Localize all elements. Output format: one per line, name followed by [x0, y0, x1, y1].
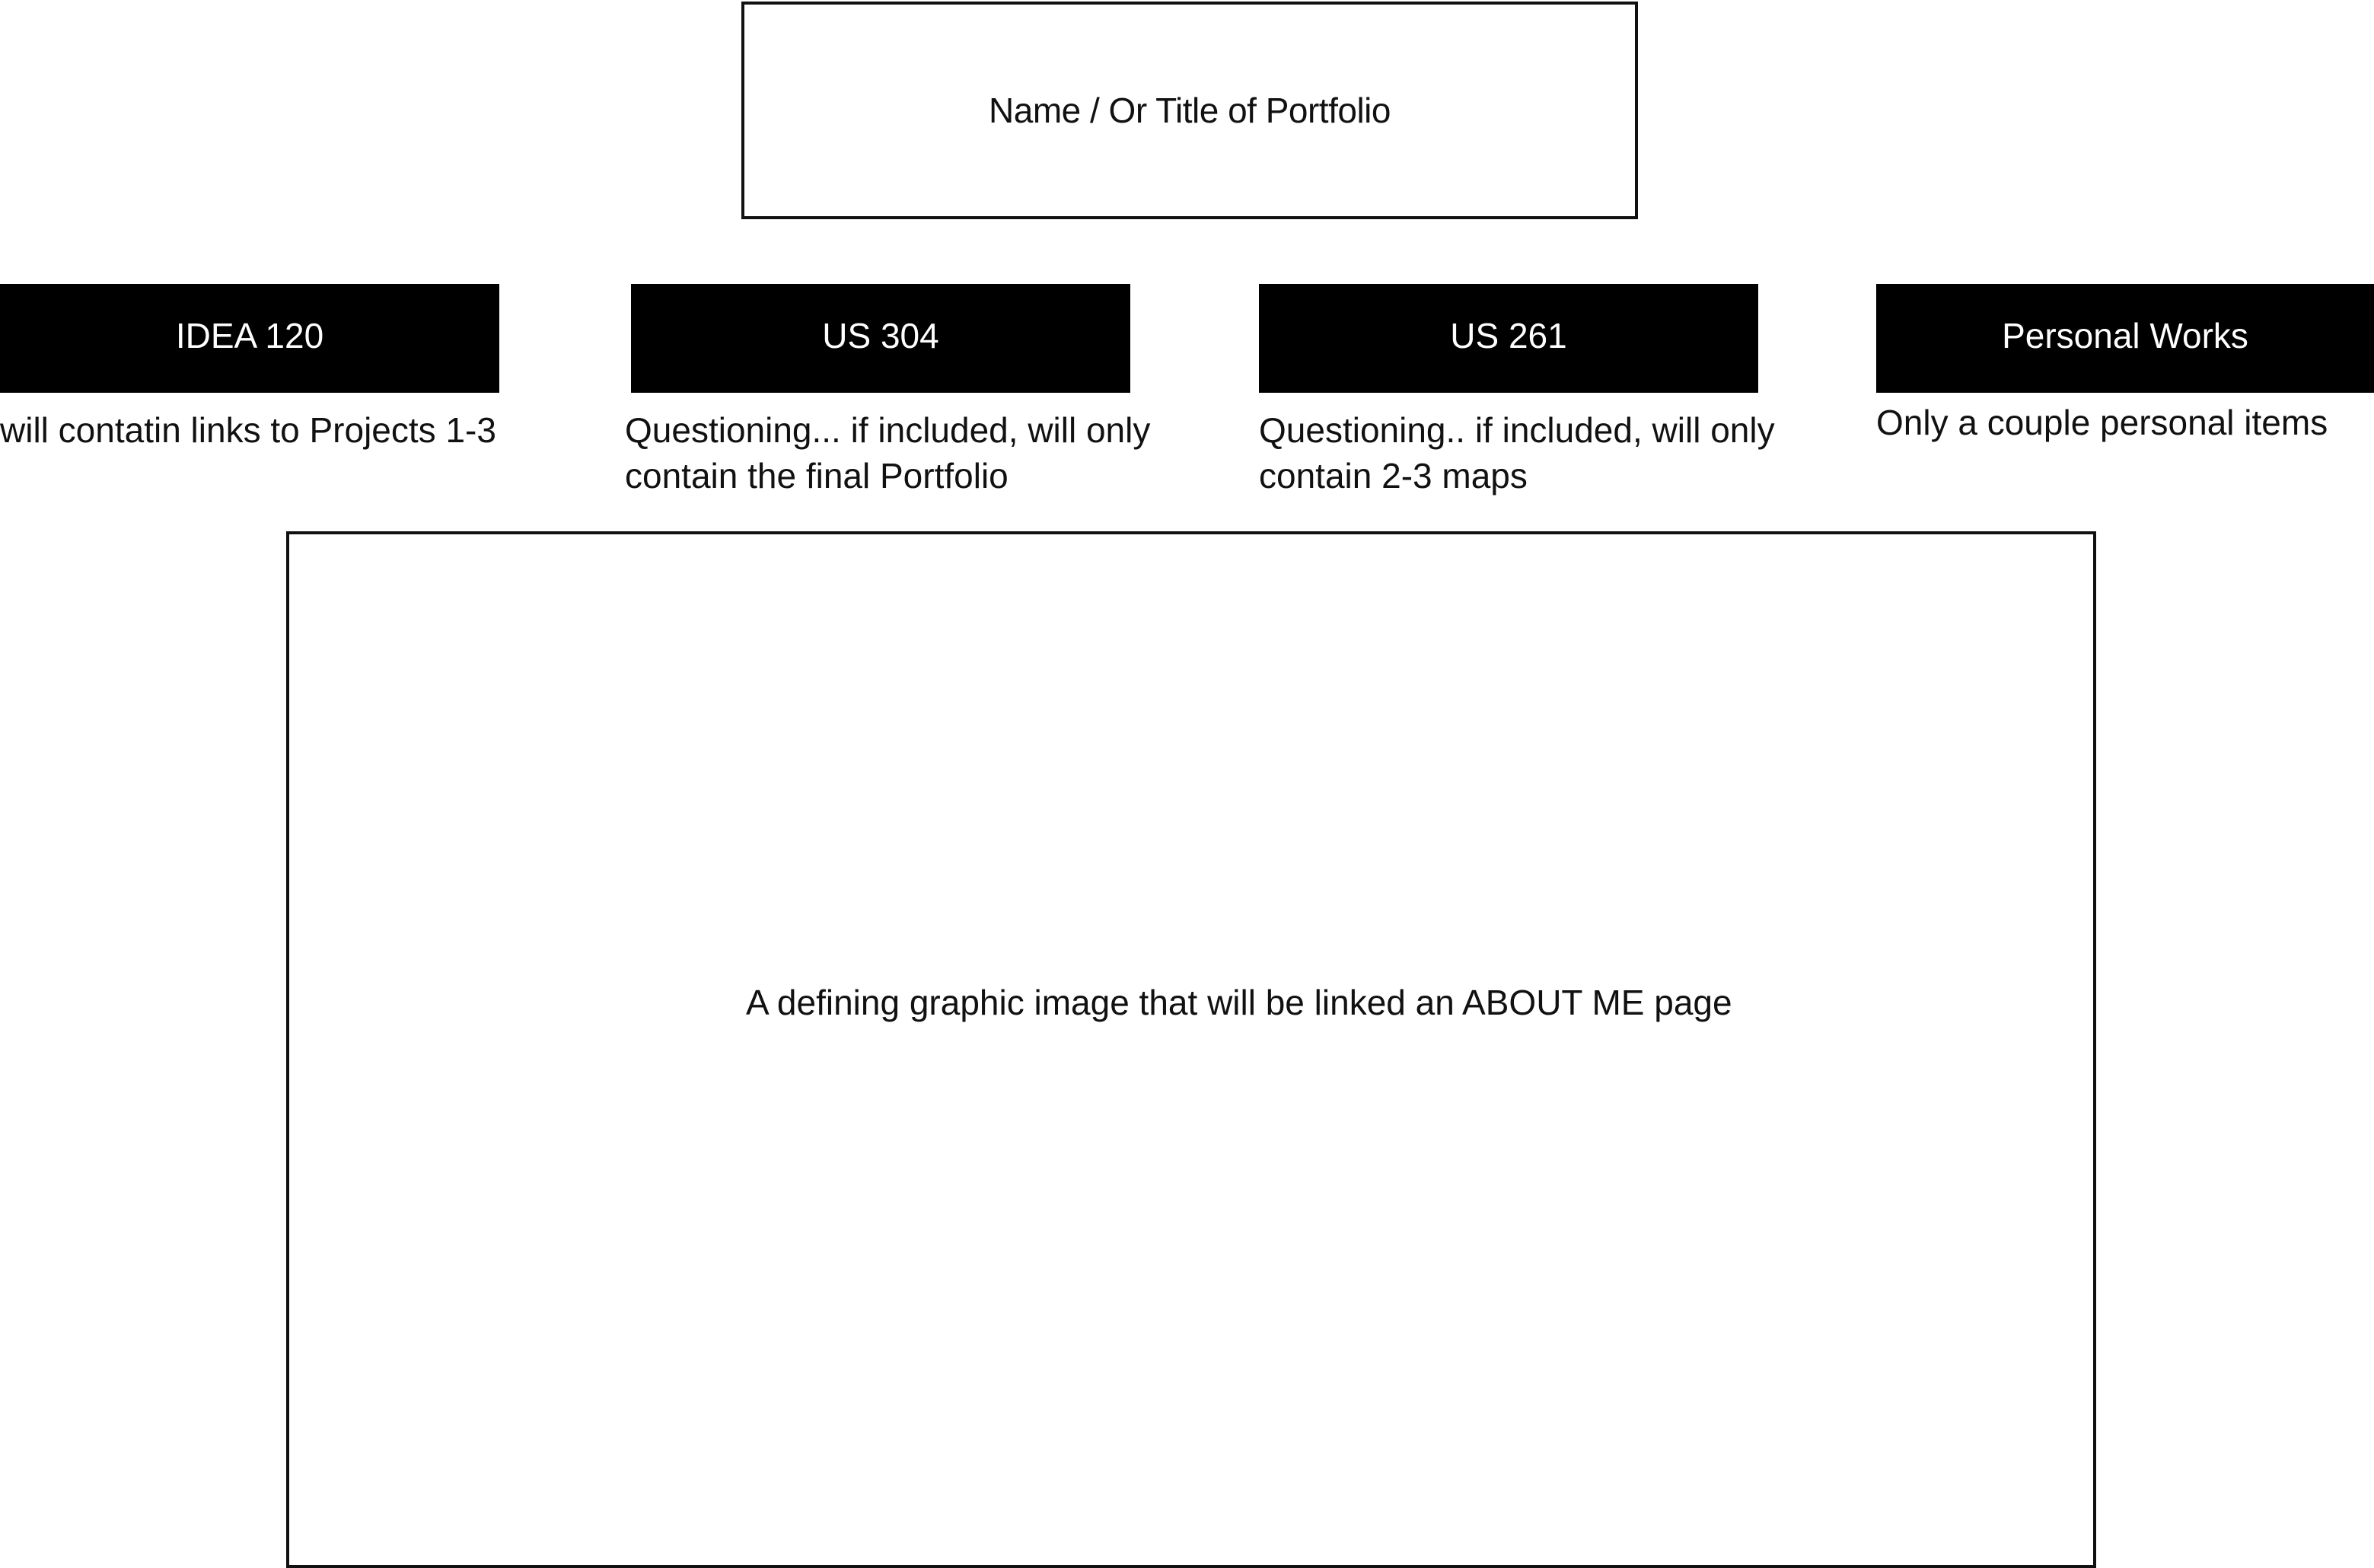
nav-note-us-304: [625, 407, 1150, 499]
nav-button-us-261[interactable]: [1259, 284, 1758, 393]
about-me-graphic-caption: A defining graphic image that will be linked an ABOUT ME page: [746, 983, 1732, 1022]
nav-button-label: US 304: [822, 315, 939, 355]
nav-note-personal-works: [1876, 400, 2328, 445]
nav-note-line: contain 2-3 maps: [1259, 456, 1528, 496]
nav-button-us-304[interactable]: [631, 284, 1130, 393]
nav-button-label: Personal Works: [2002, 315, 2248, 355]
nav-note-idea-120: [0, 407, 496, 453]
nav-note-line: contain the final Portfolio: [625, 456, 1009, 496]
nav-note-us-261: [1259, 407, 1775, 499]
nav-note-line: Questioning.. if included, will only: [1259, 410, 1775, 450]
about-me-graphic-placeholder[interactable]: [286, 531, 2096, 1568]
nav-note-line: Only a couple personal items: [1876, 403, 2328, 442]
nav-button-idea-120[interactable]: [0, 284, 499, 393]
nav-note-line: will contatin links to Projects 1-3: [0, 410, 496, 450]
portfolio-title: Name / Or Title of Portfolio: [989, 91, 1391, 130]
nav-button-personal-works[interactable]: [1876, 284, 2374, 393]
nav-button-label: US 261: [1450, 315, 1567, 355]
portfolio-title-box: [741, 2, 1638, 219]
nav-note-line: Questioning... if included, will only: [625, 410, 1151, 450]
nav-button-label: IDEA 120: [175, 315, 324, 355]
